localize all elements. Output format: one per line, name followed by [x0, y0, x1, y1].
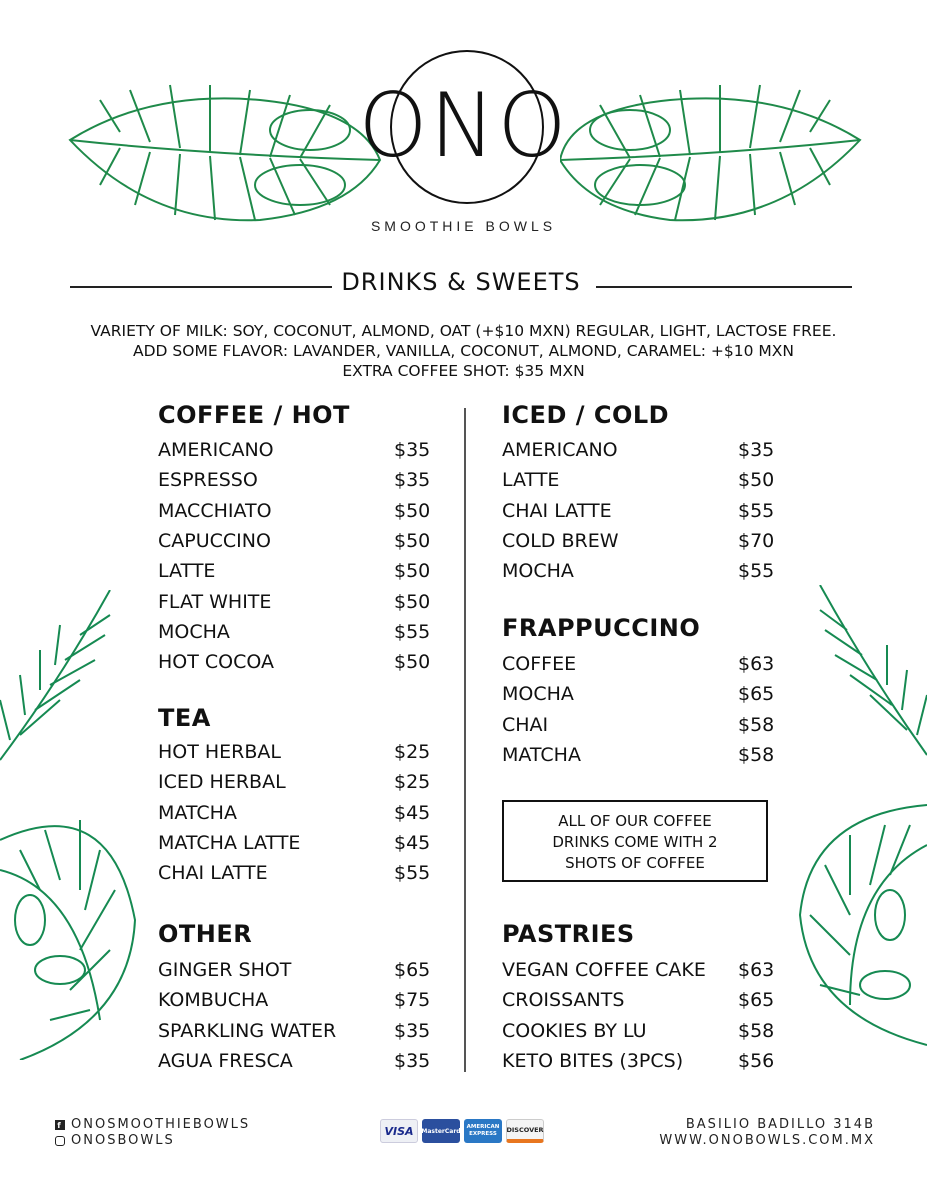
menu-item-name: LATTE	[158, 560, 216, 583]
notice-line: SHOTS OF COFFEE	[565, 854, 705, 872]
menu-item-name: KOMBUCHA	[158, 989, 269, 1012]
note-line: EXTRA COFFEE SHOT: $35 MXN	[342, 362, 585, 380]
menu-item	[502, 710, 782, 740]
social-links	[55, 1117, 250, 1149]
menu-item	[158, 556, 438, 586]
menu-item-price: $45	[394, 801, 431, 824]
menu-item-price: $50	[738, 469, 775, 492]
menu-item-price: $35	[394, 1049, 431, 1072]
menu-item	[158, 587, 438, 617]
menu-item-name: HOT COCOA	[158, 651, 274, 674]
menu-item	[158, 737, 438, 767]
menu-item-name: MOCHA	[502, 683, 574, 706]
menu-item-name: CAPUCCINO	[158, 529, 271, 552]
menu-item-price: $50	[394, 529, 431, 552]
menu-item-price: $58	[738, 713, 775, 736]
menu-item	[502, 955, 782, 985]
menu-item-name: CHAI LATTE	[158, 862, 268, 885]
website-link[interactable]: WWW.ONOBOWLS.COM.MX	[659, 1133, 875, 1148]
menu-item	[158, 526, 438, 556]
coffee-shots-notice	[502, 800, 768, 882]
menu-item-price: $35	[738, 439, 775, 461]
menu-item-name: ICED HERBAL	[158, 771, 286, 794]
menu-item-name: MACCHIATO	[158, 499, 272, 522]
menu-item-name: CHAI LATTE	[502, 499, 612, 522]
menu-item-price: $55	[738, 560, 775, 583]
menu-item-price: $50	[394, 560, 431, 583]
menu-item	[502, 435, 782, 465]
menu-item-price: $50	[394, 590, 431, 613]
menu-item-price: $65	[738, 989, 775, 1012]
note-line: ADD SOME FLAVOR: LAVANDER, VANILLA, COCONUT, ALMOND, CARAMEL: +$10 MXN	[133, 342, 794, 360]
category-tea-title: TEA	[158, 704, 211, 732]
section-title: DRINKS & SWEETS	[341, 268, 581, 296]
menu-item	[158, 828, 438, 858]
menu-item-price: $50	[394, 651, 431, 674]
category-coffee-hot-title: COFFEE / HOT	[158, 401, 350, 429]
menu-item	[158, 798, 438, 828]
menu-item	[502, 679, 782, 709]
menu-item	[502, 526, 782, 556]
menu-item	[502, 649, 782, 679]
brand-logo: ONO	[358, 74, 569, 177]
menu-item-price: $63	[738, 653, 775, 675]
menu-item-price: $25	[394, 741, 431, 763]
menu-item	[502, 985, 782, 1015]
menu-item-name: FLAT WHITE	[158, 590, 272, 613]
menu-item-name: ESPRESSO	[158, 469, 258, 492]
palm-leaf-bottom-right-icon	[790, 585, 927, 1055]
menu-item-price: $55	[394, 620, 431, 643]
notice-line: DRINKS COME WITH 2	[552, 833, 718, 851]
menu-item-name: MATCHA	[502, 743, 581, 766]
category-pastries-title: PASTRIES	[502, 920, 635, 948]
menu-notes	[0, 321, 927, 381]
instagram-icon	[55, 1136, 65, 1146]
menu-item	[158, 647, 438, 677]
menu-item-price: $55	[394, 862, 431, 885]
menu-item	[502, 740, 782, 770]
address: BASILIO BADILLO 314B	[685, 1117, 875, 1132]
menu-item	[502, 556, 782, 586]
menu-item	[502, 1016, 782, 1046]
menu-item	[158, 465, 438, 495]
menu-item-name: KETO BITES (3PCS)	[502, 1049, 684, 1072]
menu-item	[502, 465, 782, 495]
payment-cards	[380, 1119, 544, 1143]
menu-item	[158, 496, 438, 526]
contact-info	[659, 1117, 875, 1149]
menu-item	[158, 435, 438, 465]
category-other-title: OTHER	[158, 920, 253, 948]
menu-item-name: CHAI	[502, 713, 549, 736]
menu-item-price: $75	[394, 989, 431, 1012]
discover-card-icon: DISCOVER	[506, 1119, 544, 1143]
category-frappuccino-title: FRAPPUCCINO	[502, 614, 701, 642]
brand-subtitle: SMOOTHIE BOWLS	[370, 218, 557, 234]
menu-item-name: LATTE	[502, 469, 560, 492]
visa-card-icon: VISA	[380, 1119, 418, 1143]
menu-item-price: $58	[738, 743, 775, 766]
menu-item-name: COFFEE	[502, 653, 577, 675]
menu-item-price: $55	[738, 499, 775, 522]
menu-item-name: COLD BREW	[502, 529, 619, 552]
menu-item-price: $45	[394, 831, 431, 854]
column-divider	[464, 408, 466, 1072]
menu-item-name: CROISSANTS	[502, 989, 625, 1012]
menu-item	[158, 767, 438, 797]
menu-item-price: $25	[394, 771, 431, 794]
menu-item-price: $58	[738, 1019, 775, 1042]
menu-item-name: MATCHA LATTE	[158, 831, 301, 854]
menu-item	[502, 496, 782, 526]
menu-item-price: $35	[394, 469, 431, 492]
menu-item	[158, 955, 438, 985]
menu-item-name: SPARKLING WATER	[158, 1019, 337, 1042]
section-header	[70, 268, 852, 300]
notice-line: ALL OF OUR COFFEE	[558, 812, 712, 830]
menu-item	[158, 858, 438, 888]
menu-item-name: MOCHA	[158, 620, 230, 643]
menu-item-name: HOT HERBAL	[158, 741, 281, 763]
menu-item-name: GINGER SHOT	[158, 959, 292, 981]
menu-item-price: $35	[394, 439, 431, 461]
menu-item-name: MATCHA	[158, 801, 237, 824]
divider-line-right	[596, 286, 852, 288]
category-iced-cold-title: ICED / COLD	[502, 401, 670, 429]
menu-item	[158, 985, 438, 1015]
menu-item-price: $63	[738, 959, 775, 981]
menu-item	[158, 1046, 438, 1076]
menu-item-price: $65	[738, 683, 775, 706]
menu-item-price: $56	[738, 1049, 775, 1072]
menu-item-price: $70	[738, 529, 775, 552]
amex-card-icon: AMERICAN EXPRESS	[464, 1119, 502, 1143]
menu-item-name: VEGAN COFFEE CAKE	[502, 959, 706, 981]
menu-item-name: MOCHA	[502, 560, 574, 583]
menu-item-price: $35	[394, 1019, 431, 1042]
menu-item-name: AMERICANO	[158, 439, 274, 461]
menu-item-name: AMERICANO	[502, 439, 618, 461]
menu-item-name: COOKIES BY LU	[502, 1019, 647, 1042]
menu-item	[158, 1016, 438, 1046]
menu-item-price: $50	[394, 499, 431, 522]
menu-item	[158, 617, 438, 647]
facebook-icon: f	[55, 1120, 65, 1130]
note-line: VARIETY OF MILK: SOY, COCONUT, ALMOND, OAT (+$10 MXN) REGULAR, LIGHT, LACTOSE FREE.	[90, 322, 837, 340]
instagram-handle[interactable]: ONOSBOWLS	[71, 1133, 175, 1148]
mastercard-icon: MasterCard	[422, 1119, 460, 1143]
facebook-handle[interactable]: ONOSMOOTHIEBOWLS	[71, 1117, 251, 1132]
menu-item-name: AGUA FRESCA	[158, 1049, 293, 1072]
menu-item-price: $65	[394, 959, 431, 981]
palm-leaf-bottom-left-icon	[0, 590, 140, 1060]
menu-item	[502, 1046, 782, 1076]
